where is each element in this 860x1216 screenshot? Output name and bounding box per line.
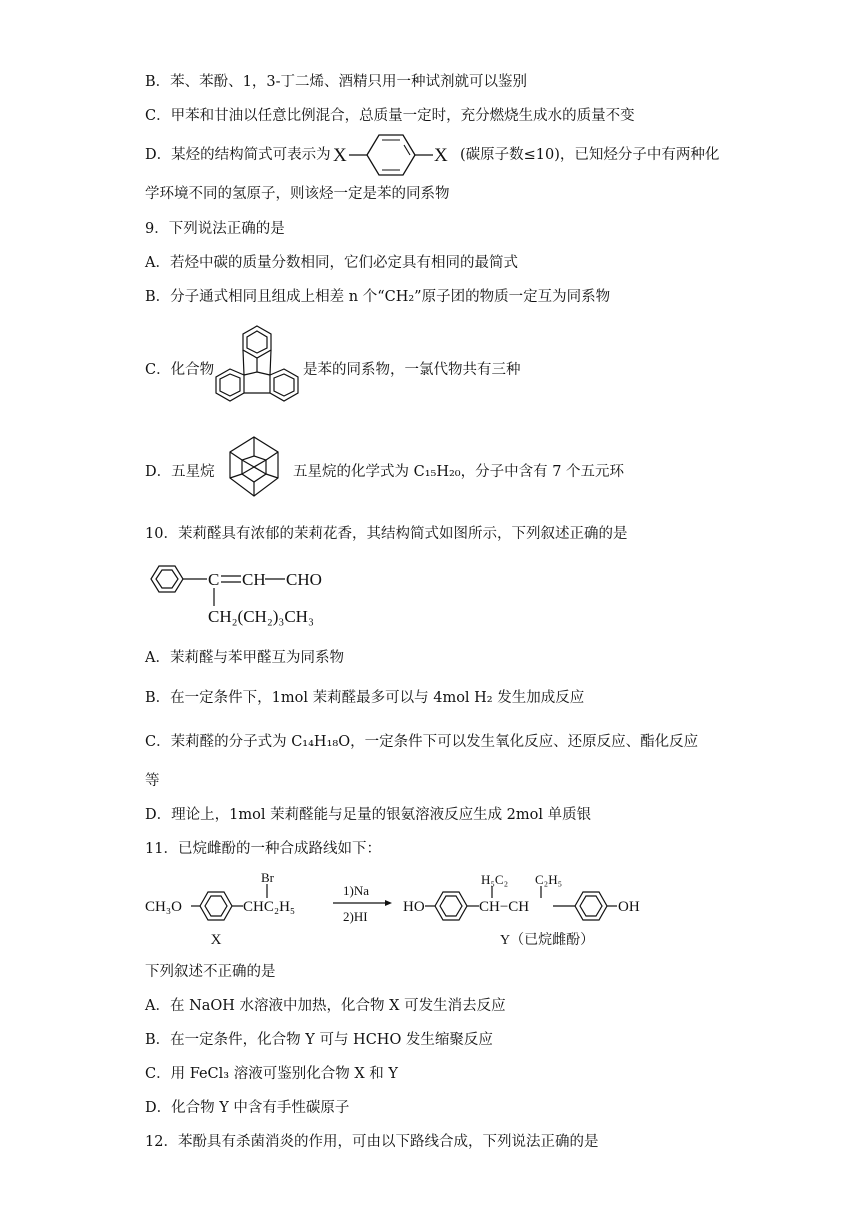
ethyl-group-left: H₅C₂ xyxy=(481,872,509,887)
q8-option-d-suffix: (碳原子数≤10)，已知烃分子中有两种化 xyxy=(460,147,720,163)
compound-x-label: X xyxy=(210,932,222,948)
q8-option-d-prefix: D．某烃的结构简式可表示为 xyxy=(145,147,331,163)
q9-option-c-suffix: 是苯的同系物，一氯代物共有三种 xyxy=(303,362,521,378)
q11-option-a: A．在 NaOH 水溶液中加热，化合物 X 可发生消去反应 xyxy=(145,998,506,1014)
x-side-chain: CHC₂H₅ xyxy=(243,899,296,915)
q9-option-d-prefix: D．五星烷 xyxy=(145,464,215,480)
q8-option-d-continued: 学环境不同的氢原子，则该烃一定是苯的同系物 xyxy=(145,186,450,202)
aldehyde-group: CHO xyxy=(286,570,322,589)
q11-prompt: 下列叙述不正确的是 xyxy=(145,964,276,980)
q10-option-d: D．理论上，1mol 茉莉醛能与足量的银氨溶液反应生成 2mol 单质银 xyxy=(145,807,592,823)
step-2-reagent: 2)HI xyxy=(343,909,368,924)
pentaprismane-structure xyxy=(216,434,292,504)
alkene-carbon: C xyxy=(208,570,220,589)
q11-option-c: C．用 FeCl₃ 溶液可鉴别化合物 X 和 Y xyxy=(145,1066,398,1082)
q9-option-a: A．若烃中碳的质量分数相同，它们必定具有相同的最简式 xyxy=(145,255,518,271)
alkene-ch: CH xyxy=(242,570,266,589)
methoxy-group: CH₃O xyxy=(145,899,182,915)
q10-option-c-continued: 等 xyxy=(145,773,160,789)
q10-option-c: C．茉莉醛的分子式为 C₁₄H₁₈O，一定条件下可以发生氧化反应、还原反应、酯化反应 xyxy=(145,734,699,750)
bromine-atom: Br xyxy=(261,870,274,885)
step-1-reagent: 1)Na xyxy=(343,883,369,898)
q10-option-a: A．茉莉醛与苯甲醛互为同系物 xyxy=(145,650,344,666)
hydroxy-right: OH xyxy=(618,899,640,915)
q9-option-c-prefix: C．化合物 xyxy=(145,362,215,378)
q9-stem: 9．下列说法正确的是 xyxy=(145,221,285,237)
q8-option-c: C．甲苯和甘油以任意比例混合，总质量一定时，充分燃烧生成水的质量不变 xyxy=(145,108,635,124)
q9-option-b: B．分子通式相同且组成上相差 n 个“CH₂”原子团的物质一定互为同系物 xyxy=(145,289,611,305)
pentyl-chain: CH₂(CH₂)₃CH₃ xyxy=(208,607,314,626)
q11-option-b: B．在一定条件，化合物 Y 可与 HCHO 发生缩聚反应 xyxy=(145,1032,493,1048)
q12-stem: 12．苯酚具有杀菌消炎的作用，可由以下路线合成，下列说法正确的是 xyxy=(145,1134,599,1150)
x-substituent-right: X xyxy=(434,145,448,166)
triptycene-structure xyxy=(210,320,305,415)
q10-option-b: B．在一定条件下，1mol 茉莉醛最多可以与 4mol H₂ 发生加成反应 xyxy=(145,690,585,706)
jasminaldehyde-structure xyxy=(145,556,345,631)
q10-stem: 10．茉莉醛具有浓郁的茉莉花香，其结构简式如图所示，下列叙述正确的是 xyxy=(145,526,628,542)
x-substituent-left: X xyxy=(333,145,347,166)
q11-option-d: D．化合物 Y 中含有手性碳原子 xyxy=(145,1100,350,1116)
ch-ch-bridge: CH−CH xyxy=(479,899,530,915)
q8-option-d xyxy=(145,145,331,165)
hydroxy-left: HO xyxy=(403,899,425,915)
compound-y-label: Y（已烷雌酚） xyxy=(500,933,595,948)
hexestrol-synthesis-scheme xyxy=(145,868,665,953)
q9-option-d-suffix: 五星烷的化学式为 C₁₅H₂₀，分子中含有 7 个五元环 xyxy=(293,464,625,480)
q8-option-b: B．苯、苯酚、1，3-丁二烯、酒精只用一种试剂就可以鉴别 xyxy=(145,74,528,90)
q11-stem: 11．已烷雌酚的一种合成路线如下： xyxy=(145,841,381,857)
para-disubstituted-benzene-structure xyxy=(333,132,458,178)
ethyl-group-right: C₂H₅ xyxy=(535,872,563,887)
